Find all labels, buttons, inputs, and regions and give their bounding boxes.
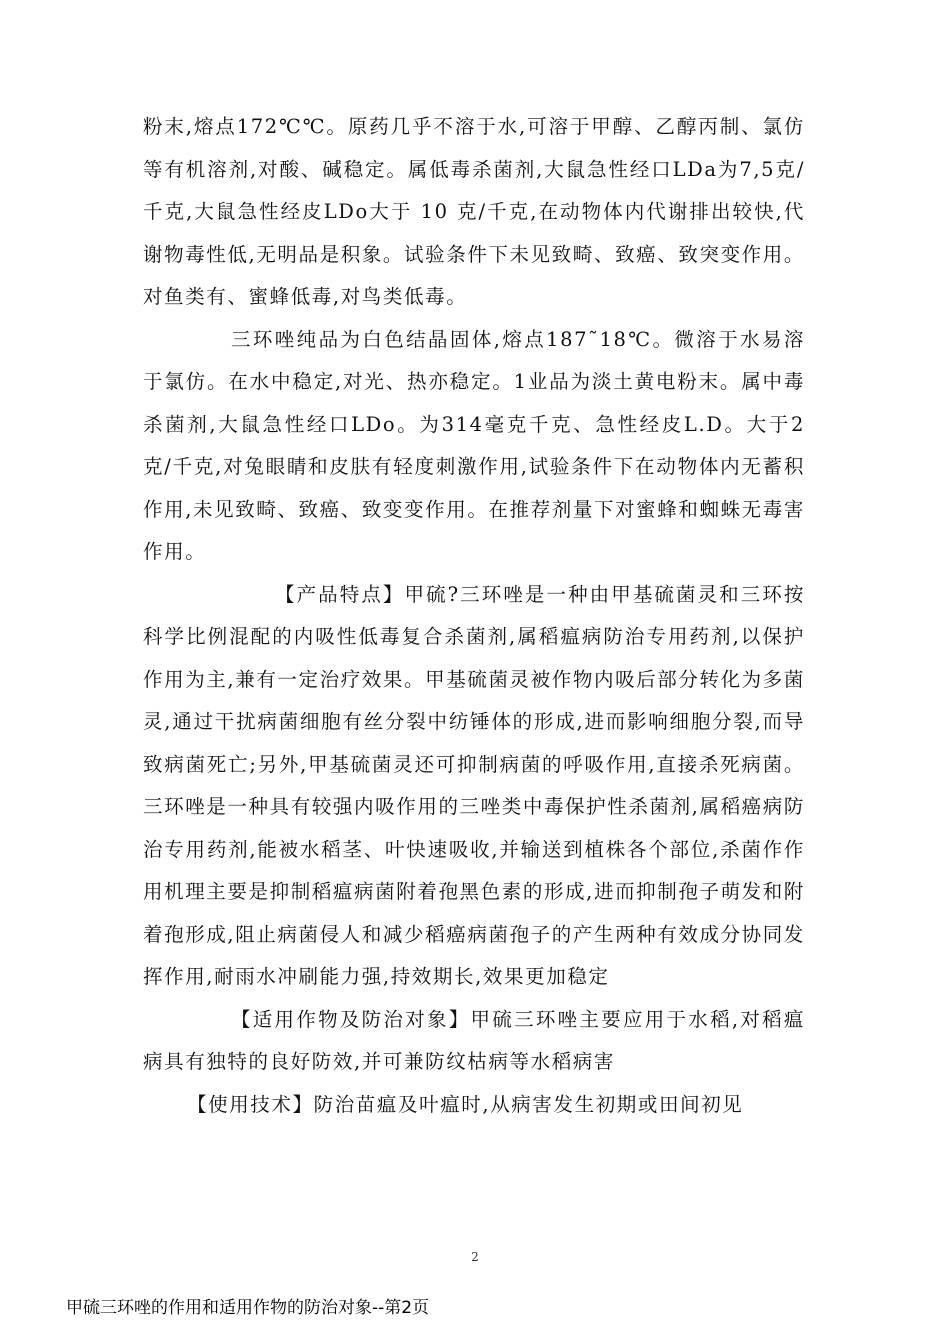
paragraph-1 — [143, 106, 805, 319]
footer-title: 甲硫三环唑的作用和适用作物的防治对象--第2页 — [66, 1298, 430, 1318]
document-body — [143, 106, 805, 1126]
paragraph-4-text: 甲硫三环唑主要应用于水稻,对稻瘟病具有独特的良好防效,并可兼防纹枯病等水稻病害 — [143, 1007, 805, 1073]
paragraph-product-features — [143, 574, 805, 999]
section-heading-applicable-crops: 【适用作物及防治对象】 — [231, 1007, 471, 1031]
paragraph-applicable-crops — [143, 999, 805, 1084]
paragraph-2 — [143, 319, 805, 574]
paragraph-3-text: 甲硫?三环唑是一种由甲基硫菌灵和三环按科学比例混配的内吸性低毒复合杀菌剂,属稻瘟病防治专用药剂,以保护作用为主,兼有一定治疗效果。甲基硫菌灵被作物内吸后部分转化为多菌灵,通过干扰病菌细胞有丝分裂中纺锤体的形成,进而影响细胞分裂,而导致病菌死亡;另外,甲基硫菌灵还可抑制病菌的呼吸作用,直接杀死病菌。三环唑是一种具有较强内吸作用的三唑类中毒保护性杀菌剂,属稻癌病防治专用药剂,能被水稻茎、叶快速吸收,并输送到植株各个部位,杀菌作作用机理主要是抑制稻瘟病菌附着孢黑色素的形成,进而抑制孢子萌发和附着孢形成,阻止病菌侵人和减少稻癌病菌孢子的产生两种有效成分协同发挥作用,耐雨水冲刷能力强,持效期长,效果更加稳定 — [143, 582, 805, 988]
paragraph-1-text: 粉末,熔点172℃℃。原药几乎不溶于水,可溶于甲醇、乙醇丙制、氯仿等有机溶剂,对酸、碱稳定。属低毒杀菌剂,大鼠急性经口LDa为7,5克/千克,大鼠急性经皮LDo大于 10 克/千克,在动物体内代谢排出较快,代谢物毒性低,无明品是积象。试验条件下未见致畸、致癌、致突变作用。对鱼类有、蜜蜂低毒,对鸟类低毒。 — [143, 115, 805, 308]
section-heading-usage-technique: 【使用技术】 — [187, 1092, 314, 1116]
paragraph-2-text: 三环唑纯品为白色结晶固体,熔点187˜18℃。微溶于水易溶于氯仿。在水中稳定,对光、热亦稳定。1业品为淡土黄电粉末。属中毒杀菌剂,大鼠急性经口LDo。为314毫克千克、急性经皮L.D。大于2克/千克,对兔眼睛和皮肤有轻度刺激作用,试验条件下在动物体内无蓄积作用,未见致畸、致癌、致变变作用。在推荐剂量下对蜜蜂和蜘蛛无毒害作用。 — [143, 327, 805, 563]
section-heading-product-features: 【产品特点】 — [275, 582, 405, 606]
paragraph-usage-technique — [143, 1084, 805, 1127]
paragraph-5-text: 防治苗瘟及叶瘟时,从病害发生初期或田间初见 — [313, 1092, 744, 1116]
page-number: 2 — [471, 1250, 479, 1264]
